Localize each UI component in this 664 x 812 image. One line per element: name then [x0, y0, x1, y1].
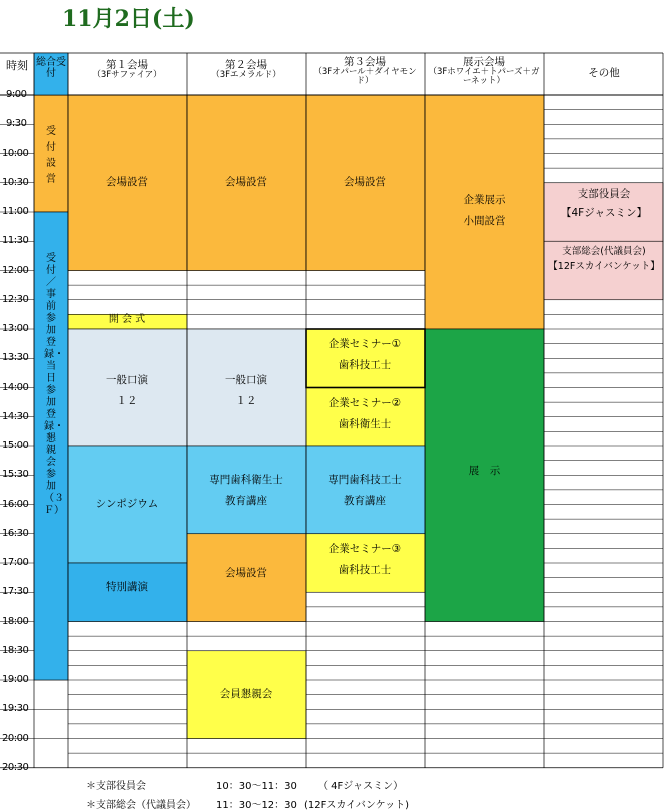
col-header-room2-name: 第２会場: [225, 59, 267, 71]
time-label: 14:30: [2, 410, 29, 422]
room2-setup-label: 会場設営: [225, 176, 267, 188]
note-general-time: 11：30〜12：30: [216, 800, 297, 811]
time-label: 10:00: [2, 147, 29, 159]
dh-course-label: 専門歯科衛生士 教育講座: [209, 474, 283, 507]
time-label: 9:30: [6, 118, 27, 130]
time-label: 18:00: [2, 615, 29, 627]
note-general-place: (12Fスカイバンケット): [304, 800, 410, 811]
time-label: 13:00: [2, 323, 29, 334]
col-header-room3: [310, 57, 420, 86]
time-label: 20:00: [2, 732, 29, 744]
col-header-room1-name: 第１会場: [106, 59, 148, 71]
time-label: 19:30: [2, 703, 29, 715]
col-header-exhibit-sub: （3Fホワイエ＋トパーズ＋ガーネット）: [428, 67, 540, 86]
general-talk-room2-label: 一般口演 １２: [225, 374, 267, 407]
note-general-label: ＊支部総会（代議員会）: [86, 800, 196, 811]
symposium-label: シンポジウム: [95, 498, 159, 510]
col-header-exhibit-name: 展示会場: [463, 56, 505, 68]
time-label: 9:00: [6, 89, 27, 100]
time-label: 16:00: [2, 498, 29, 510]
time-label: 17:00: [2, 557, 29, 568]
reception-setup-label: 受付設営: [46, 126, 56, 185]
room1-setup-label: 会場設営: [106, 176, 148, 188]
time-label: 17:30: [2, 586, 29, 598]
time-label: 18:30: [2, 644, 29, 656]
col-header-room2-sub: （3Fエメラルド）: [211, 70, 281, 80]
seminar2-label: 企業セミナー② 歯科衛生士: [328, 397, 402, 430]
note-board-place: （ 4Fジャスミン）: [318, 781, 404, 792]
seminar3-label: 企業セミナー③ 歯科技工士: [328, 543, 402, 576]
time-label: 11:00: [2, 206, 29, 217]
banquet-label: 会員懇親会: [219, 688, 273, 700]
exhibit-setup-label: 企業展示 小間設営: [463, 194, 506, 227]
col-header-room1-sub: （3Fサファイア）: [92, 70, 162, 80]
reception-registration-label: 受付／事前参加登録・当日参加登録・懇親会参加（３Ｆ）: [44, 253, 64, 516]
time-label: 20:30: [2, 761, 29, 773]
col-header-other-name: その他: [588, 67, 620, 79]
time-label: 16:30: [2, 527, 29, 539]
time-header: 時刻: [6, 59, 28, 72]
col-header-exhibit: [428, 57, 540, 86]
board-meeting-label: 支部役員会 【4Fジャスミン】: [560, 188, 647, 219]
time-label: 14:00: [2, 381, 29, 393]
time-label: 15:30: [2, 469, 29, 481]
room2-setup2-label: 会場設営: [225, 567, 267, 579]
note-board-label: ＊支部役員会: [86, 781, 146, 792]
general-talk-room1-label: 一般口演 １２: [106, 374, 148, 407]
col-header-room1: [68, 60, 186, 80]
page-title: 11月2日(土): [62, 6, 195, 32]
reception-header: 総合受付: [36, 57, 66, 79]
time-label: 11:30: [2, 235, 29, 247]
col-header-other: [545, 68, 663, 79]
seminar1-label: 企業セミナー① 歯科技工士: [328, 338, 402, 371]
general-meeting-label: 支部総会(代議員会) 【12Fスカイバンケット】: [548, 246, 660, 272]
time-label: 13:30: [2, 352, 29, 364]
time-label: 19:00: [2, 674, 29, 685]
time-label: 12:30: [2, 293, 29, 305]
dt-course-label: 専門歯科技工士 教育講座: [328, 474, 402, 507]
opening-ceremony-label: 開 会 式: [108, 314, 146, 325]
col-header-room3-sub: （3Fオパール＋ダイヤモンド）: [313, 67, 417, 86]
room3-setup-label: 会場設営: [344, 176, 386, 188]
time-label: 12:00: [2, 264, 29, 276]
time-label: 15:00: [2, 440, 29, 451]
col-header-room3-name: 第３会場: [344, 56, 386, 68]
time-label: 10:30: [2, 176, 29, 188]
note-board-time: 10：30〜11：30: [216, 781, 297, 792]
special-lecture-label: 特別講演: [106, 581, 148, 593]
col-header-room2: [187, 60, 305, 80]
exhibition-label: 展 示: [468, 465, 501, 477]
